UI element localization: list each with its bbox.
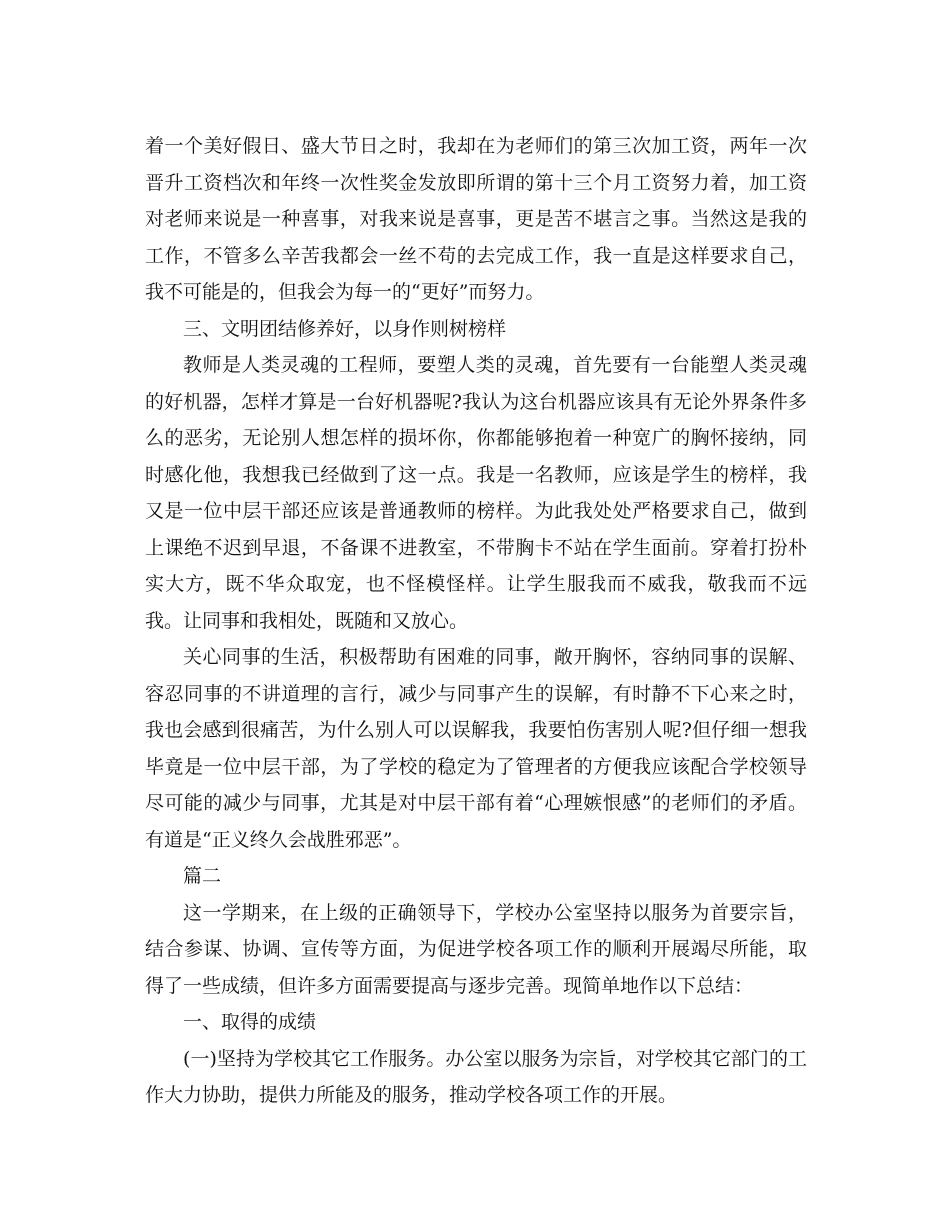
document-body	[145, 128, 807, 1114]
section-heading-3: 三、文明团结修养好，以身作则树榜样	[183, 317, 507, 340]
section-heading-1: 一、取得的成绩	[183, 1011, 317, 1033]
paragraph-2: 教师是人类灵魂的工程师，要塑人类的灵魂，首先要有一台能塑人类灵魂的好机器，怎样才算是一台好机器呢?我认为这台机器应该具有无论外界条件多么的恶劣，无论别人想怎样的损坏你，你都能够抱着一种宽广的胸怀接纳，同时感化他，我想我已经做到了这一点。我是一名教师，应该是学生的榜样，我又是一位中层干部还应该是普通教师的榜样。为此我处处严格要求自己，做到上课绝不迟到早退，不备课不进教室，不带胸卡不站在学生面前。穿着打扮朴实大方，既不华众取宠，也不怪模怪样。让学生服我而不威我，敬我而不远我。让同事和我相处，既随和又放心。	[145, 354, 807, 632]
paragraph-1: 着一个美好假日、盛大节日之时，我却在为老师们的第三次加工资，两年一次晋升工资档次和年终一次性奖金发放即所谓的第十三个月工资努力着，加工资对老师来说是一种喜事，对我来说是喜事，更是苦不堪言之事。当然这是我的工作，不管多么辛苦我都会一丝不苟的去完成工作，我一直是这样要求自己，我不可能是的，但我会为每一的“更好”而努力。	[145, 135, 807, 303]
paragraph-3: 关心同事的生活，积极帮助有困难的同事，敞开胸怀，容纳同事的误解、容忍同事的不讲道理的言行，减少与同事产生的误解，有时静不下心来之时，我也会感到很痛苦，为什么别人可以误解我，我要怕伤害别人呢?但仔细一想我毕竟是一位中层干部，为了学校的稳定为了管理者的方便我应该配合学校领导尽可能的减少与同事，尤其是对中层干部有着“心理嫉恨感”的老师们的矛盾。有道是“正义终久会战胜邪恶”。	[145, 646, 807, 851]
paragraph-5: (一)坚持为学校其它工作服务。办公室以服务为宗旨，对学校其它部门的工作大力协助，提供力所能及的服务，推动学校各项工作的开展。	[145, 1047, 807, 1106]
paragraph-4: 这一学期来，在上级的正确领导下，学校办公室坚持以服务为首要宗旨，结合参谋、协调、宣传等方面，为促进学校各项工作的顺利开展竭尽所能，取得了一些成绩，但许多方面需要提高与逐步完善。现简单地作以下总结：	[145, 901, 807, 997]
article-heading-2: 篇二	[183, 865, 222, 887]
